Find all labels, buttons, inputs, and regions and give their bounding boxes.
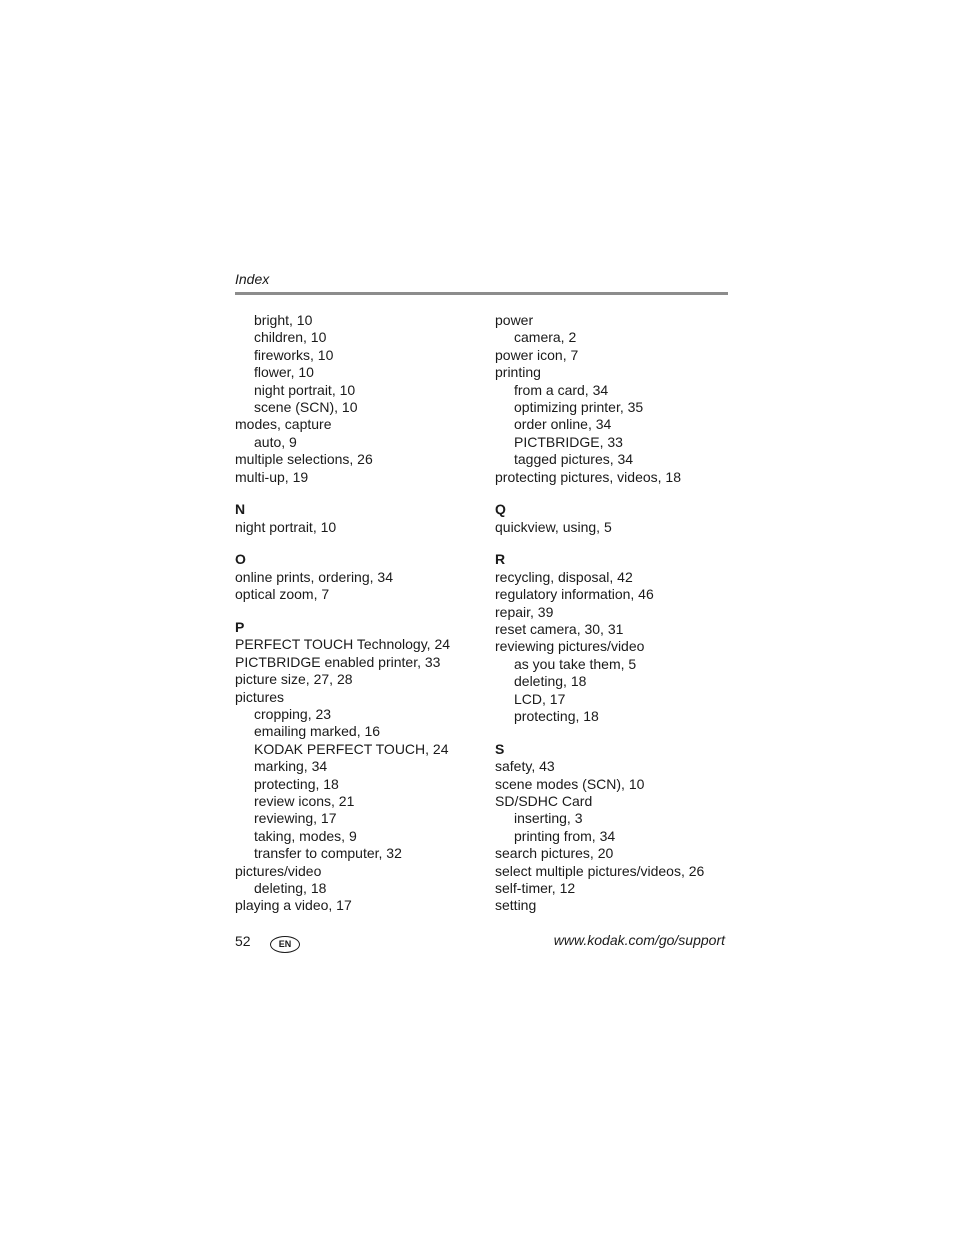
index-subentry: taking, modes, 9 xyxy=(254,827,357,844)
index-entry: reset camera, 30, 31 xyxy=(495,621,624,638)
index-entry: pictures/video xyxy=(235,862,322,879)
index-subentry: camera, 2 xyxy=(514,329,577,346)
index-entry: repair, 39 xyxy=(495,603,554,620)
index-subentry: protecting, 18 xyxy=(254,775,339,792)
index-entry: scene modes (SCN), 10 xyxy=(495,775,645,792)
index-subentry: deleting, 18 xyxy=(514,673,587,690)
index-subentry: night portrait, 10 xyxy=(254,381,356,398)
index-entry: multiple selections, 26 xyxy=(235,451,373,468)
index-section-letter: S xyxy=(495,740,505,757)
index-entry: quickview, using, 5 xyxy=(495,518,612,535)
index-subentry: fireworks, 10 xyxy=(254,346,334,363)
index-entry: safety, 43 xyxy=(495,758,555,775)
index-subentry: review icons, 21 xyxy=(254,792,355,809)
index-subentry: children, 10 xyxy=(254,329,327,346)
section-spacer xyxy=(235,536,485,551)
index-subentry: cropping, 23 xyxy=(254,705,332,722)
page-number: 52 xyxy=(235,933,251,949)
index-section-letter: O xyxy=(235,551,246,568)
index-subentry: optimizing printer, 35 xyxy=(514,398,644,415)
index-subentry: from a card, 34 xyxy=(514,381,609,398)
index-subentry: reviewing, 17 xyxy=(254,810,337,827)
index-subentry: tagged pictures, 34 xyxy=(514,451,634,468)
index-subentry: transfer to computer, 32 xyxy=(254,845,402,862)
index-entry: regulatory information, 46 xyxy=(495,586,654,603)
index-subentry: flower, 10 xyxy=(254,364,314,381)
section-spacer xyxy=(495,536,745,551)
index-section-letter: R xyxy=(495,551,506,568)
index-entry: printing xyxy=(495,364,541,381)
index-section-letter: P xyxy=(235,619,245,636)
index-subentry: auto, 9 xyxy=(254,433,297,450)
section-spacer xyxy=(495,725,745,740)
index-subentry: protecting, 18 xyxy=(514,707,599,724)
index-entry: select multiple pictures/videos, 26 xyxy=(495,862,705,879)
support-url[interactable]: www.kodak.com/go/support xyxy=(553,932,725,948)
index-column-right xyxy=(495,312,745,915)
index-section-letter: Q xyxy=(495,501,506,518)
index-entry: reviewing pictures/video xyxy=(495,638,645,655)
index-subentry: emailing marked, 16 xyxy=(254,723,381,740)
section-spacer xyxy=(235,486,485,501)
index-entry: night portrait, 10 xyxy=(235,518,337,535)
index-entry: setting xyxy=(495,897,537,914)
index-subentry: LCD, 17 xyxy=(514,690,566,707)
index-subentry: bright, 10 xyxy=(254,312,313,328)
index-column-left xyxy=(235,312,485,915)
index-subentry: PICTBRIDGE, 33 xyxy=(514,433,623,450)
index-entry: picture size, 27, 28 xyxy=(235,671,353,688)
header-divider xyxy=(235,292,728,295)
index-entry: playing a video, 17 xyxy=(235,897,352,914)
index-entry: self-timer, 12 xyxy=(495,879,576,896)
index-entry: PICTBRIDGE enabled printer, 33 xyxy=(235,653,441,670)
index-subentry: inserting, 3 xyxy=(514,810,583,827)
index-section-letter: N xyxy=(235,501,246,518)
index-entry: power icon, 7 xyxy=(495,346,579,363)
page-header-title: Index xyxy=(235,271,270,287)
section-spacer xyxy=(235,604,485,619)
index-entry: search pictures, 20 xyxy=(495,845,614,862)
index-subentry: marking, 34 xyxy=(254,758,328,775)
language-badge: EN xyxy=(270,936,300,953)
index-subentry: scene (SCN), 10 xyxy=(254,398,358,415)
index-subentry: deleting, 18 xyxy=(254,879,327,896)
index-entry: power xyxy=(495,312,534,328)
index-subentry: order online, 34 xyxy=(514,416,612,433)
index-subentry: as you take them, 5 xyxy=(514,655,637,672)
index-entry: SD/SDHC Card xyxy=(495,792,593,809)
index-subentry: printing from, 34 xyxy=(514,827,616,844)
index-entry: protecting pictures, videos, 18 xyxy=(495,468,681,485)
index-entry: pictures xyxy=(235,688,285,705)
index-entry: PERFECT TOUCH Technology, 24 xyxy=(235,636,451,653)
index-subentry: KODAK PERFECT TOUCH, 24 xyxy=(254,740,449,757)
index-entry: multi-up, 19 xyxy=(235,468,309,485)
index-entry: optical zoom, 7 xyxy=(235,586,330,603)
index-entry: recycling, disposal, 42 xyxy=(495,568,633,585)
section-spacer xyxy=(495,486,745,501)
index-entry: online prints, ordering, 34 xyxy=(235,568,393,585)
index-entry: modes, capture xyxy=(235,416,332,433)
